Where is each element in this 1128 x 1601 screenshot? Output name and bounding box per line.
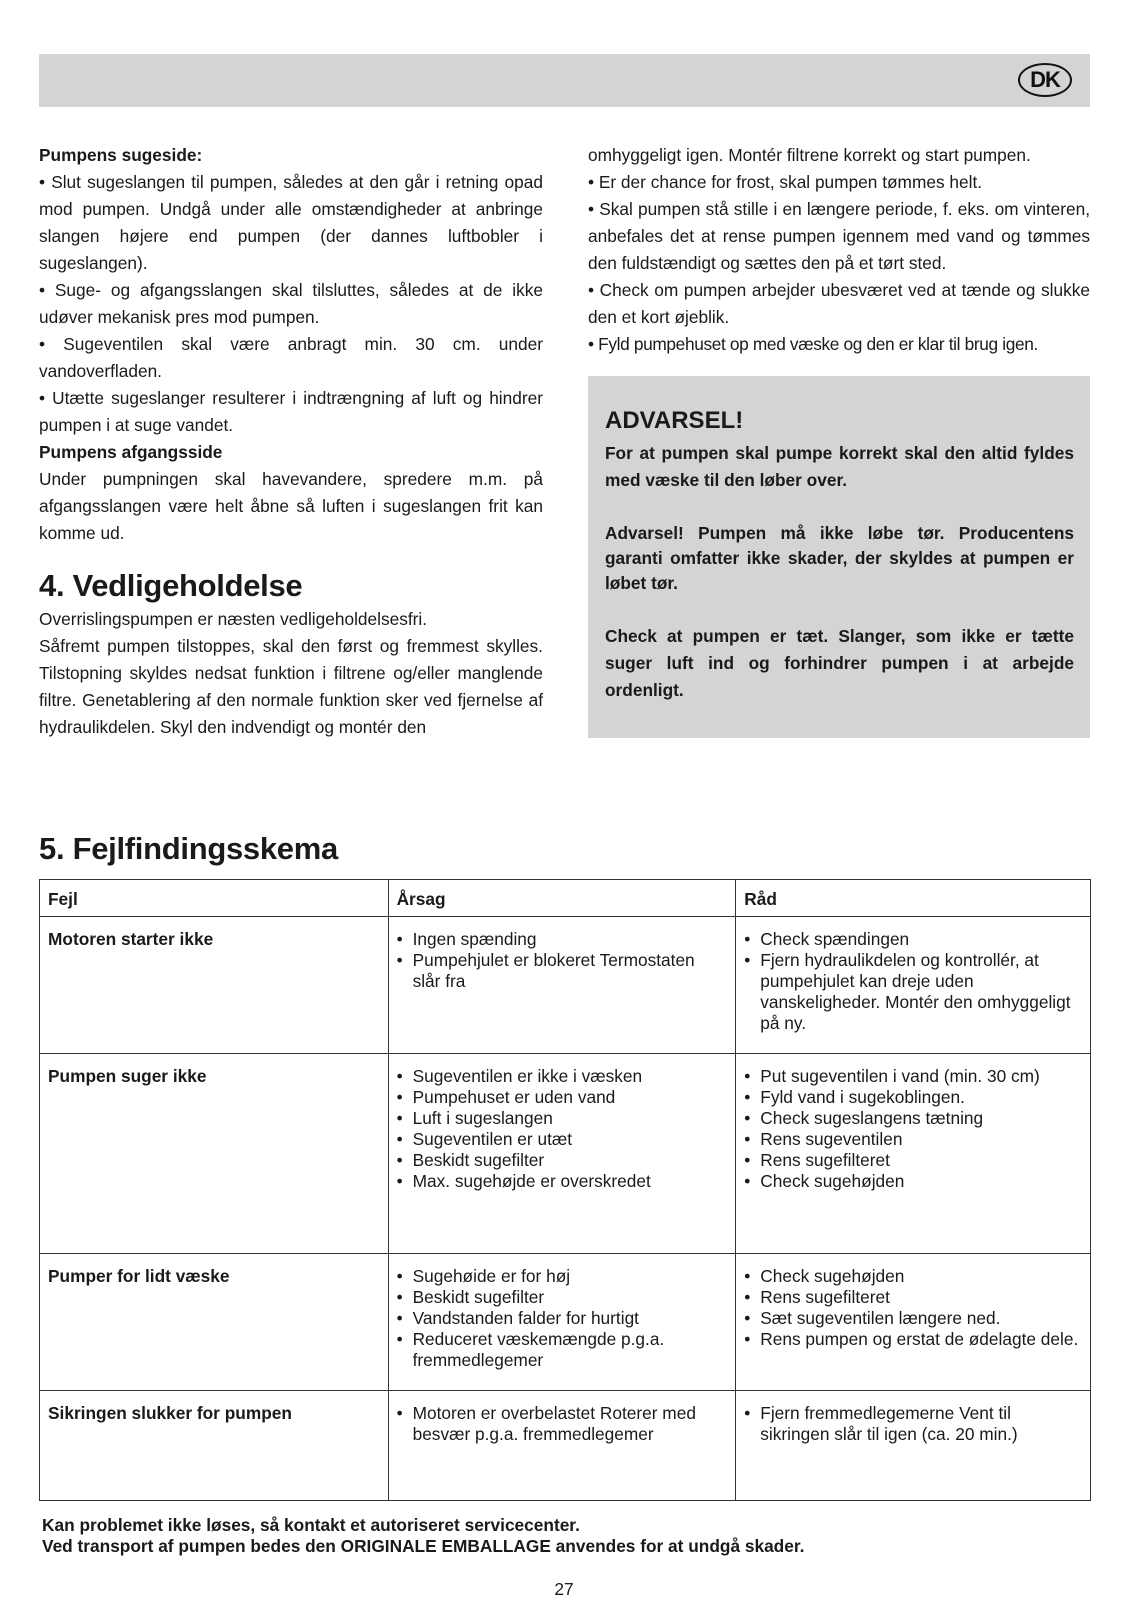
warning-text: Advarsel! Pumpen må ikke løbe tør. Producentens garanti omfatter ikke skader, der skyldes at pumpen er løbet tør. — [605, 523, 1074, 593]
list-item: • Vandstanden falder for hurtigt — [397, 1308, 728, 1329]
remedy-cell — [736, 917, 1091, 1054]
column-header: Årsag — [388, 880, 736, 917]
footer-notes — [42, 1515, 804, 1557]
table-row — [40, 917, 1091, 1054]
table-row — [40, 1391, 1091, 1501]
fault-cell: Pumper for lidt væske — [40, 1254, 389, 1391]
list-item: • Fjern fremmedlegemerne Vent til sikringen slår til igen (ca. 20 min.) — [744, 1403, 1082, 1445]
list-item: • Max. sugehøjde er overskredet — [397, 1171, 728, 1192]
list-item: • Check sugehøjden — [744, 1266, 1082, 1287]
column-header: Fejl — [40, 880, 389, 917]
suction-para: • Utætte sugeslanger resulterer i indtrængning af luft og hindrer pumpen i at suge vandet. — [39, 388, 543, 435]
remedy-cell — [736, 1254, 1091, 1391]
cause-cell — [388, 1254, 736, 1391]
header-bar — [39, 54, 1090, 107]
cause-cell — [388, 1391, 736, 1501]
right-para: • Skal pumpen stå stille i en længere periode, f. eks. om vinteren, anbefales det at rense pumpen igennem med vand og tømmes den fuldstændigt og sættes den på et tørt sted. — [588, 199, 1090, 273]
suction-para: • Suge- og afgangsslangen skal tilsluttes, således at de ikke udøver mekanisk pres mod pumpen. — [39, 280, 543, 327]
list-item: • Fyld vand i sugekoblingen. — [744, 1087, 1082, 1108]
list-item: • Check spændingen — [744, 929, 1082, 950]
fault-cell: Sikringen slukker for pumpen — [40, 1391, 389, 1501]
right-para: • Check om pumpen arbejder ubesværet ved at tænde og slukke den et kort øjeblik. — [588, 280, 1090, 327]
warning-box — [588, 376, 1090, 738]
list-item: • Beskidt sugefilter — [397, 1287, 728, 1308]
list-item: • Sugehøide er for høj — [397, 1266, 728, 1287]
language-badge: DK — [1018, 63, 1072, 97]
outlet-heading: Pumpens afgangsside — [39, 442, 223, 462]
section5-title: 5. Fejlfindingsskema — [39, 831, 338, 866]
table-row — [40, 1054, 1091, 1254]
right-para: • Fyld pumpehuset op med væske og den er klar til brug igen. — [588, 334, 1038, 354]
warning-title: ADVARSEL! — [605, 407, 744, 434]
right-para: omhyggeligt igen. Montér filtrene korrekt og start pumpen. — [588, 145, 1031, 165]
remedy-cell — [736, 1391, 1091, 1501]
section4-title: 4. Vedligeholdelse — [39, 568, 303, 603]
column-header: Råd — [736, 880, 1091, 917]
list-item: • Check sugeslangens tætning — [744, 1108, 1082, 1129]
list-item: • Pumpehjulet er blokeret Termostaten slår fra — [397, 950, 728, 992]
list-item: • Check sugehøjden — [744, 1171, 1082, 1192]
table-header-row — [40, 880, 1091, 917]
list-item: • Put sugeventilen i vand (min. 30 cm) — [744, 1066, 1082, 1087]
warning-text: For at pumpen skal pumpe korrekt skal den altid fyldes med væske til den løber over. — [605, 443, 1074, 490]
footer-note: Ved transport af pumpen bedes den ORIGINALE EMBALLAGE anvendes for at undgå skader. — [42, 1536, 805, 1556]
page-number: 27 — [554, 1579, 574, 1599]
list-item: • Luft i sugeslangen — [397, 1108, 728, 1129]
left-column — [39, 142, 543, 547]
troubleshooting-table — [39, 879, 1091, 1501]
list-item: • Rens sugeventilen — [744, 1129, 1082, 1150]
cause-cell — [388, 1054, 736, 1254]
table-row — [40, 1254, 1091, 1391]
list-item: • Pumpehuset er uden vand — [397, 1087, 728, 1108]
suction-para: • Slut sugeslangen til pumpen, således at den går i retning opad mod pumpen. Undgå under alle omstændigheder at anbringe slangen højere end pumpen (der dannes luftbobler i sugeslangen). — [39, 172, 543, 273]
suction-para: • Sugeventilen skal være anbragt min. 30 cm. under vandoverfladen. — [39, 334, 543, 381]
list-item: • Rens sugefilteret — [744, 1150, 1082, 1171]
list-item: • Beskidt sugefilter — [397, 1150, 728, 1171]
right-column — [588, 142, 1090, 358]
cause-cell — [388, 917, 736, 1054]
list-item: • Reduceret væskemængde p.g.a. fremmedlegemer — [397, 1329, 728, 1371]
fault-cell: Pumpen suger ikke — [40, 1054, 389, 1254]
outlet-para: Under pumpningen skal havevandere, spredere m.m. på afgangsslangen være helt åbne så luften i sugeslangen frit kan komme ud. — [39, 469, 543, 543]
list-item: • Rens pumpen og erstat de ødelagte dele. — [744, 1329, 1082, 1350]
list-item: • Ingen spænding — [397, 929, 728, 950]
section4-body — [39, 606, 543, 741]
section4-para: Overrislingspumpen er næsten vedligeholdelsesfri. — [39, 609, 428, 629]
list-item: • Sæt sugeventilen længere ned. — [744, 1308, 1082, 1329]
remedy-cell — [736, 1054, 1091, 1254]
list-item: • Rens sugefilteret — [744, 1287, 1082, 1308]
footer-note: Kan problemet ikke løses, så kontakt et autoriseret servicecenter. — [42, 1515, 580, 1535]
warning-text: Check at pumpen er tæt. Slanger, som ikke er tætte suger luft ind og forhindrer pumpen i at arbejde ordenligt. — [605, 626, 1074, 700]
fault-cell: Motoren starter ikke — [40, 917, 389, 1054]
list-item: • Motoren er overbelastet Roterer med besvær p.g.a. fremmedlegemer — [397, 1403, 728, 1445]
list-item: • Fjern hydraulikdelen og kontrollér, at pumpehjulet kan dreje uden vanskeligheder. Montér den omhyggeligt på ny. — [744, 950, 1082, 1034]
list-item: • Sugeventilen er utæt — [397, 1129, 728, 1150]
section4-para: Såfremt pumpen tilstoppes, skal den først og fremmest skylles. Tilstopning skyldes nedsat funktion i filtrene og/eller manglende filtre. Genetablering af den normale funktion sker ved fjernelse af hydraulikdelen. Skyl den indvendigt og montér den — [39, 636, 543, 737]
list-item: • Sugeventilen er ikke i væsken — [397, 1066, 728, 1087]
right-para: • Er der chance for frost, skal pumpen tømmes helt. — [588, 172, 983, 192]
suction-heading: Pumpens sugeside: — [39, 145, 203, 165]
